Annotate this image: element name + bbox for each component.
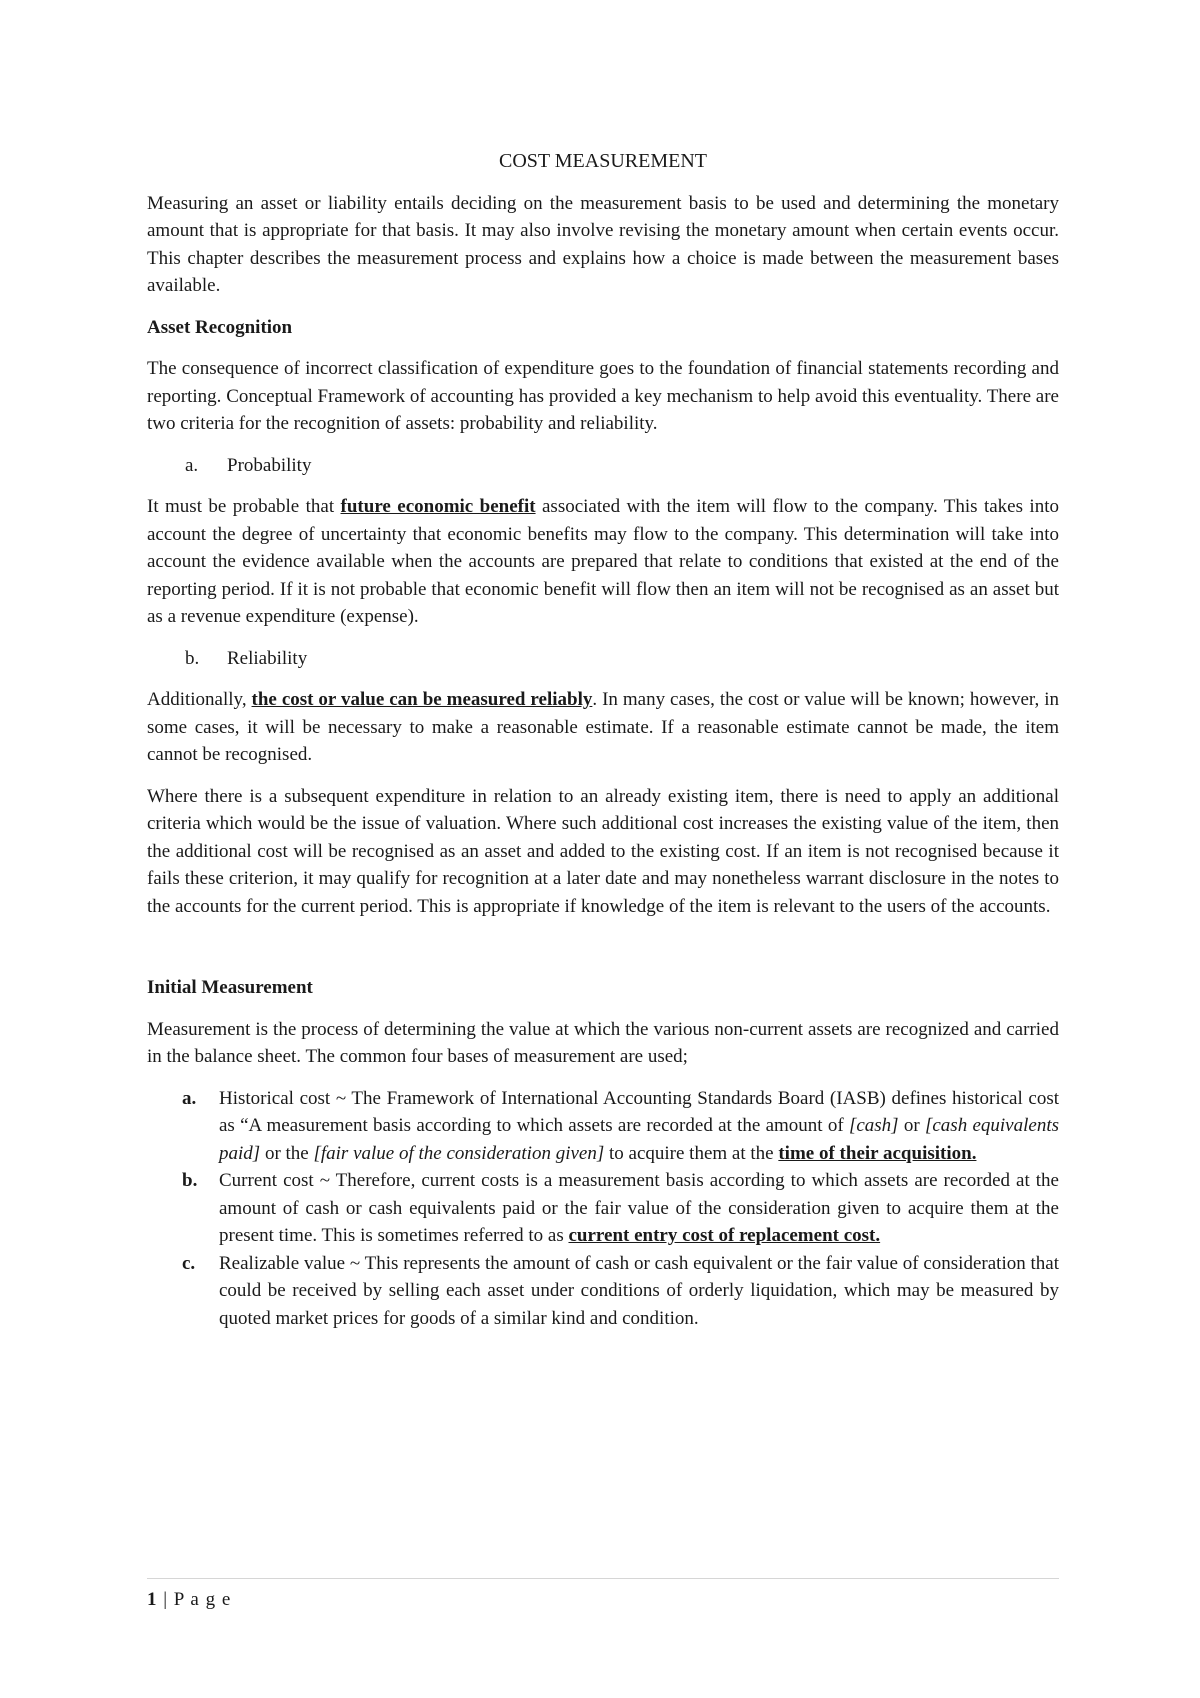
page-number: 1 [147,1589,158,1610]
historical-text-2: or [898,1115,925,1136]
reliability-text-before: Additionally, [147,689,252,710]
page-content [147,138,1059,1332]
reliability-subheading [147,645,1059,673]
historical-emphasis: time of their acquisition. [778,1142,977,1164]
historical-italic-fair-value: [fair value of the consideration given] [313,1142,605,1164]
list-item-historical-cost [147,1085,1059,1168]
asset-recognition-heading: Asset Recognition [147,316,293,338]
historical-italic-equivalents: [cash equivalents paid] [219,1115,1059,1164]
page-footer [147,1586,231,1614]
list-item-text: Realizable value ~ This represents the amount of cash or cash equivalent or the fair value of consideration that could be received by selling each asset under conditions of orderly liquidation, which may be measured by quoted market prices for goods of a similar kind and condition. [219,1252,1059,1329]
list-item-realizable-value [147,1250,1059,1333]
reliability-emphasis: the cost or value can be measured reliably [251,689,593,710]
probability-marker: a. [185,454,199,476]
historical-text-3: or the [260,1142,314,1164]
probability-text-after: associated with the item will flow to the company. This takes into account the degree of uncertainty that economic benefits may flow to the company. This determination will take into account the evidence available when the accounts are prepared that relate to conditions that existed at the end of the reporting period. If it is not probable that economic benefit will flow then an item will not be recognised as an asset but as a revenue expenditure (expense). [147,496,1059,627]
footer-rule [147,1578,1059,1579]
historical-text-1: Historical cost ~ The Framework of International Accounting Standards Board (IASB) defines historical cost as “A measurement basis according to which assets are recorded at the amount of [219,1087,1059,1136]
list-marker: c. [182,1252,196,1274]
reliability-label: Reliability [227,647,308,669]
probability-text-before: It must be probable that [147,496,341,517]
probability-label: Probability [227,454,312,476]
subsequent-expenditure-paragraph: Where there is a subsequent expenditure in relation to an already existing item, there is need to apply an additional criteria which would be the issue of valuation. Where such additional cost increases the existing value of the item, then the additional cost will be recognised as an asset and added to the existing cost. If an item is not recognised because it fails these criterion, it may qualify for recognition at a later date and may nonetheless warrant disclosure in the notes to the accounts for the current period. This is appropriate if knowledge of the item is relevant to the users of the accounts. [147,785,1059,917]
page-label: | P a g e [157,1589,232,1610]
list-item-text [219,1167,1059,1250]
measurement-bases-list [147,1085,1059,1333]
initial-measurement-paragraph: Measurement is the process of determining the value at which the various non-current assets are recognized and carried in the balance sheet. The common four bases of measurement are used; [147,1018,1059,1067]
historical-italic-cash: [cash] [848,1115,899,1136]
historical-text-4: to acquire them at the [604,1142,779,1164]
current-text: Current cost ~ Therefore, current costs is a measurement basis according to which assets are recorded at the amount of cash or cash equivalents paid or the fair value of the consideration given to acquire them at the present time. This is sometimes referred to as [219,1170,1059,1246]
initial-measurement-heading: Initial Measurement [147,977,313,998]
list-item-text [219,1085,1059,1168]
asset-recognition-paragraph: The consequence of incorrect classification of expenditure goes to the foundation of financial statements recording and reporting. Conceptual Framework of accounting has provided a key mechanism to help avoid this eventuality. There are two criteria for the recognition of assets: probability and reliability. [147,358,1059,434]
list-item-current-cost [147,1167,1059,1250]
list-marker: a. [182,1087,197,1109]
probability-subheading [147,452,1059,480]
reliability-text-after: . In many cases, the cost or value will be known; however, in some cases, it will be necessary to make a reasonable estimate. If a reasonable estimate cannot be made, the item cannot be recognised. [147,689,1059,765]
probability-paragraph [147,493,1059,631]
page-title: COST MEASUREMENT [499,150,707,172]
section-spacer [147,934,1059,974]
reliability-paragraph [147,686,1059,769]
reliability-marker: b. [185,647,200,669]
current-emphasis: current entry cost of replacement cost. [568,1225,881,1246]
probability-emphasis: future economic benefit [340,496,536,517]
intro-paragraph: Measuring an asset or liability entails deciding on the measurement basis to be used and determining the monetary amount that is appropriate for that basis. It may also involve revising the monetary amount when certain events occur. This chapter describes the measurement process and explains how a choice is made between the measurement bases available. [147,192,1059,296]
list-marker: b. [182,1170,198,1191]
